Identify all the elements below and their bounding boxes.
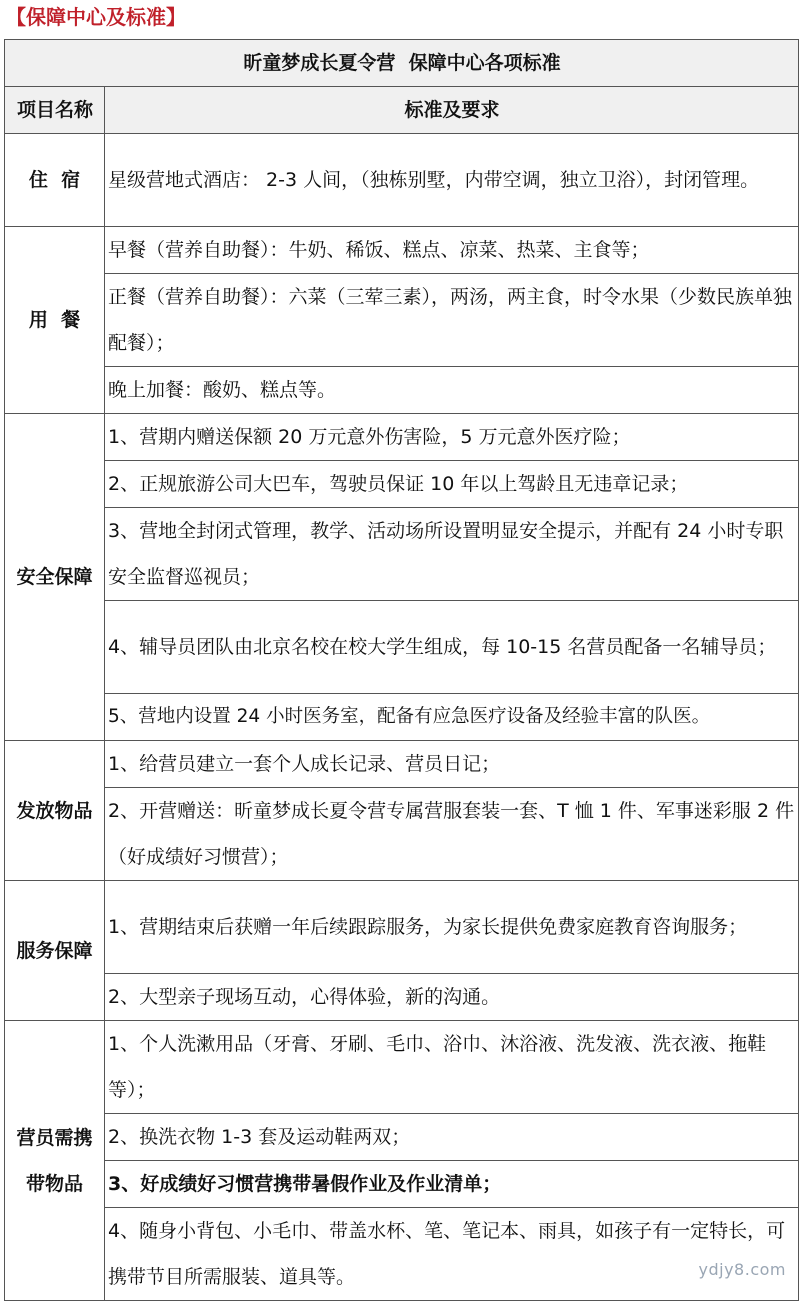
bring-item: 3、好成绩好习惯营携带暑假作业及作业清单； [105, 1161, 799, 1208]
table-row [5, 788, 799, 881]
category-safety: 安全保障 [5, 414, 105, 741]
table-row [5, 227, 799, 274]
table-title: 昕童梦成长夏令营 保障中心各项标准 [5, 40, 799, 87]
table-row [5, 694, 799, 741]
service-item: 2、大型亲子现场互动，心得体验，新的沟通。 [105, 974, 799, 1021]
table-row [5, 367, 799, 414]
bring-item: 4、随身小背包、小毛巾、带盖水杯、笔、笔记本、雨具，如孩子有一定特长，可携带节目所需服装、道具等。 [105, 1208, 799, 1301]
meals-item: 早餐（营养自助餐）：牛奶、稀饭、糕点、凉菜、热菜、主食等； [105, 227, 799, 274]
standards-table [4, 39, 799, 1301]
table-row [5, 134, 799, 227]
table-row [5, 274, 799, 367]
bring-item: 2、换洗衣物 1-3 套及运动鞋两双； [105, 1114, 799, 1161]
site-watermark: ydjy8.com [698, 1260, 786, 1279]
table-row [5, 601, 799, 694]
meals-item: 晚上加餐：酸奶、糕点等。 [105, 367, 799, 414]
table-header-row [5, 87, 799, 134]
table-title-row [5, 40, 799, 87]
table-row [5, 1114, 799, 1161]
safety-item: 2、正规旅游公司大巴车，驾驶员保证 10 年以上驾龄且无违章记录； [105, 461, 799, 508]
table-row [5, 974, 799, 1021]
section-heading: 【保障中心及标准】 [6, 5, 186, 29]
table-row [5, 414, 799, 461]
table-row [5, 508, 799, 601]
safety-item: 4、辅导员团队由北京名校在校大学生组成，每 10-15 名营员配备一名辅导员； [105, 601, 799, 694]
safety-item: 5、营地内设置 24 小时医务室，配备有应急医疗设备及经验丰富的队医。 [105, 694, 799, 741]
category-bring [5, 1021, 105, 1301]
table-row [5, 1208, 799, 1301]
category-bring-line2: 带物品 [25, 1172, 83, 1195]
header-item-name: 项目名称 [5, 87, 105, 134]
safety-item: 1、营期内赠送保额 20 万元意外伤害险，5 万元意外医疗险； [105, 414, 799, 461]
table-row [5, 1021, 799, 1114]
header-standard: 标准及要求 [105, 87, 799, 134]
lodging-item: 星级营地式酒店： 2-3 人间，（独栋别墅，内带空调，独立卫浴），封闭管理。 [105, 134, 799, 227]
table-row [5, 741, 799, 788]
table-row [5, 461, 799, 508]
category-supplies: 发放物品 [5, 741, 105, 881]
category-service: 服务保障 [5, 881, 105, 1021]
meals-item: 正餐（营养自助餐）：六菜（三荤三素），两汤，两主食，时令水果（少数民族单独配餐）； [105, 274, 799, 367]
table-row [5, 1161, 799, 1208]
safety-item: 3、营地全封闭式管理，教学、活动场所设置明显安全提示，并配有 24 小时专职安全监督巡视员； [105, 508, 799, 601]
supplies-item: 1、给营员建立一套个人成长记录、营员日记； [105, 741, 799, 788]
table-row [5, 881, 799, 974]
bring-item: 1、个人洗漱用品（牙膏、牙刷、毛巾、浴巾、沐浴液、洗发液、洗衣液、拖鞋等）； [105, 1021, 799, 1114]
category-lodging: 住 宿 [5, 134, 105, 227]
supplies-item: 2、开营赠送：昕童梦成长夏令营专属营服套装一套、T 恤 1 件、军事迷彩服 2 件（好成绩好习惯营）； [105, 788, 799, 881]
category-meals: 用 餐 [5, 227, 105, 414]
service-item: 1、营期结束后获赠一年后续跟踪服务，为家长提供免费家庭教育咨询服务； [105, 881, 799, 974]
category-bring-line1: 营员需携 [16, 1126, 93, 1149]
